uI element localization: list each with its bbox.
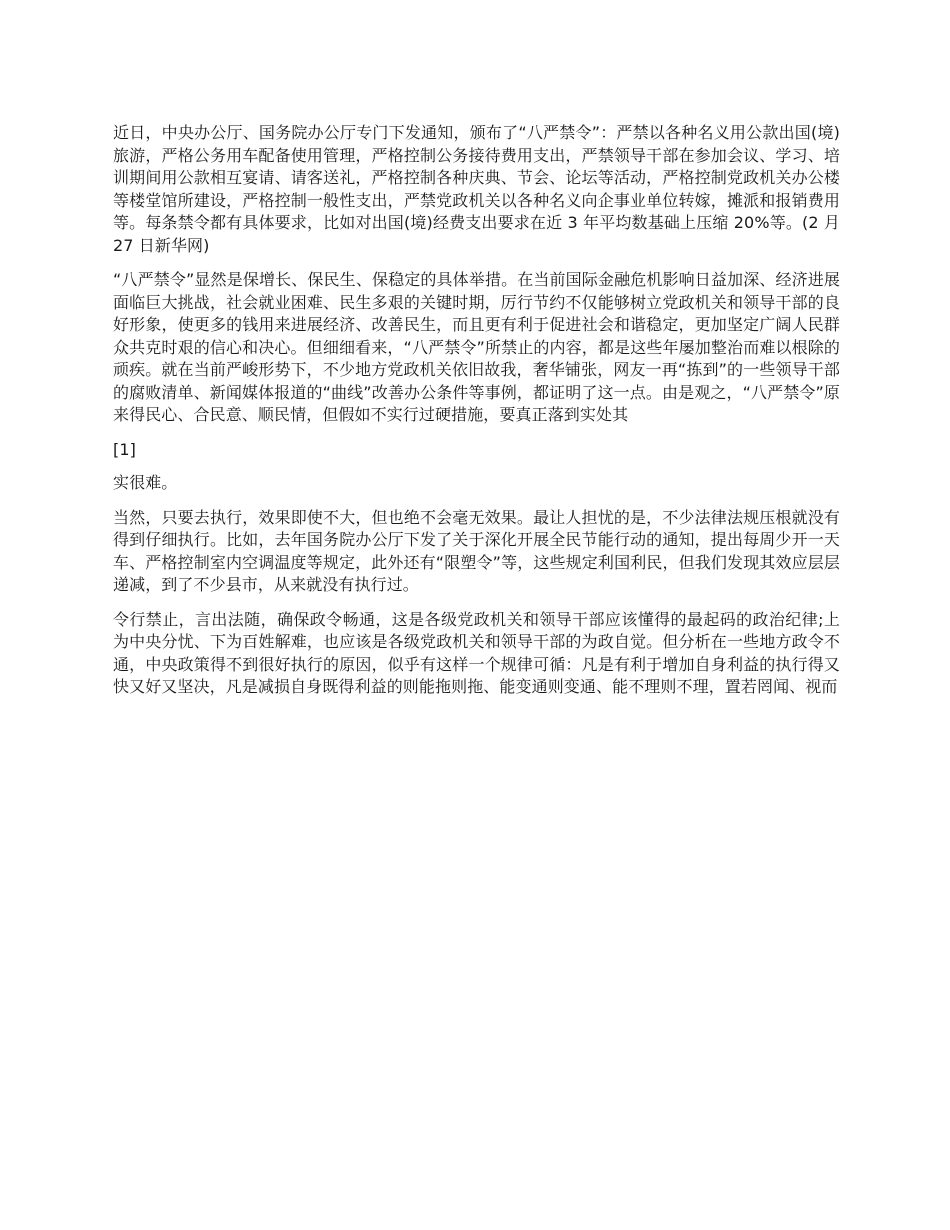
footnote-reference: [1]	[113, 439, 136, 459]
paragraph-intro: 近日，中央办公厅、国务院办公厅专门下发通知，颁布了“八严禁令”：严禁以各种名义用公款出国(境)旅游，严格公务用车配备使用管理，严格控制公务接待费用支出，严禁领导干部在参加会议、学习、培训期间用公款相互宴请、请客送礼，严格控制各种庆典、节会、论坛等活动，严格控制党政机关办公楼等楼堂馆所建设，严格控制一般性支出，严禁党政机关以各种名义向企事业单位转嫁，摊派和报销费用等。每条禁令都有具体要求，比如对出国(境)经费支出要求在近 3 年平均数基础上压缩 20%等。(2 月 27 日新华网)	[113, 123, 840, 255]
paragraph-execution: 当然，只要去执行，效果即使不大，但也绝不会毫无效果。最让人担忧的是，不少法律法规压根就没有得到仔细执行。比如，去年国务院办公厅下发了关于深化开展全民节能行动的通知，提出每周少开一天车、严格控制室内空调温度等规定，此外还有“限塑令”等，这些规定利国利民，但我们发现其效应层层递减，到了不少县市，从来就没有执行过。	[113, 507, 840, 594]
document-page	[113, 122, 840, 711]
paragraph-discipline: 令行禁止，言出法随，确保政令畅通，这是各级党政机关和领导干部应该懂得的最起码的政治纪律;上为中央分忧、下为百姓解难，也应该是各级党政机关和领导干部的为政自觉。但分析在一些地方政令不通，中央政策得不到很好执行的原因，似乎有这样一个规律可循：凡是有利于增加自身利益的执行得又快又好又坚决，凡是减损自身既得利益的则能拖则拖、能变通则变通、能不理则不理，置若罔闻、视而	[113, 609, 840, 696]
paragraph-continuation: 实很难。	[113, 473, 178, 492]
paragraph-analysis: “八严禁令”显然是保增长、保民生、保稳定的具体举措。在当前国际金融危机影响日益加深、经济进展面临巨大挑战，社会就业困难、民生多艰的关键时期，厉行节约不仅能够树立党政机关和领导干部的良好形象，使更多的钱用来进展经济、改善民生，而且更有利于促进社会和谐稳定，更加坚定广阔人民群众共克时艰的信心和决心。但细细看来，“八严禁令”所禁止的内容，都是这些年屡加整治而难以根除的顽疾。就在当前严峻形势下，不少地方党政机关依旧故我，奢华铺张，网友一再“拣到”的一些领导干部的腐败清单、新闻媒体报道的“曲线”改善办公条件等事例，都证明了这一点。由是观之，“八严禁令”原来得民心、合民意、顺民情，但假如不实行过硬措施，要真正落到实处其	[113, 270, 840, 424]
